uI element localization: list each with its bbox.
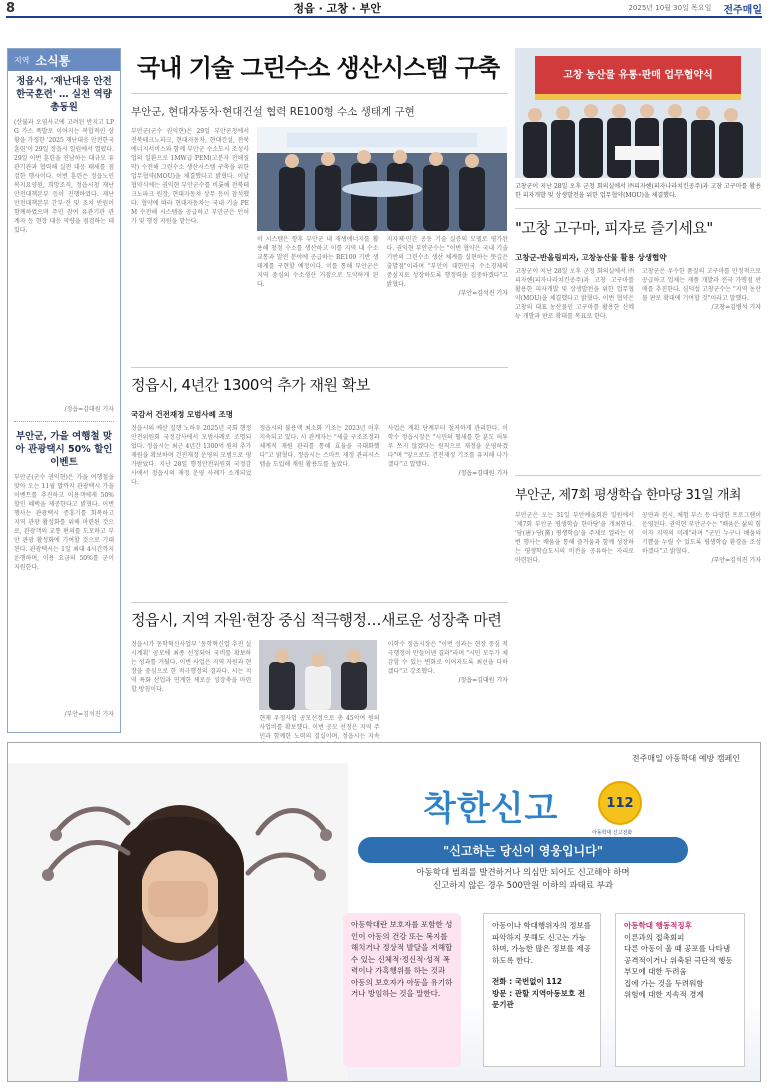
article-column: 정읍시가 동학혁신사업부 '동학혁신업 추진 실시계획' 공모에 최종 선정되어 국비를 확보하는 성과를 거뒀다. 이번 사업은 지역 자원과 현장을 중심으로 한 적극행정의 결과다. 시는 지역 특화 산업과 연계한 새로운 성장축을 마련할 방침이다. [131, 641, 252, 693]
photo-caption: 고창군이 지난 28일 오후 군청 회의실에서 ㈜피자헨(피자나라치킨공주)과 고창 고구마를 활용한 피자개발 및 상생발전을 위한 업무협약(MOU)을 체결했다. [515, 183, 761, 199]
sidebar-article-body: (산불과 오염사고에 고려된 반지고 LPG 가스 폭발로 이어지는 복합적인 상황을 가정한 '2025 재난대응 안전한국훈련'이 29일 정읍시 일원에서 열렸다. 29일 이번 훈련을 진남하는 대규모 유관기관과 협력해 실전 대응 태세를 점검한 행사이다. 이번 훈련은 정읍노인복지요양원, 희망조직, 정읍시청 재난안전대책본부 등이 진행하였다. 재난안전대책본부 간부·진 및 조치 반원이 함께하였으며 주민 참여 유관기관 관계자 등 현장 대응 역량을 점검하는 데 있다. [14, 119, 114, 234]
girl-illustration [8, 763, 348, 1082]
signs-panel [615, 913, 745, 1067]
sidebar-region-label: 지역 [14, 55, 30, 65]
sign-item: 위험에 대한 지속적 경계 [624, 990, 704, 999]
article-headline[interactable]: 부안군, 제7회 평생학습 한마당 31일 개최 [515, 475, 761, 511]
definition-panel [343, 913, 461, 1067]
byline: /정읍=김대원 기자 [458, 677, 508, 684]
campaign-title: 전주매일 아동학대 예방 캠페인 [631, 754, 740, 763]
article-column [642, 511, 761, 661]
hotline-number: 112 [606, 795, 634, 811]
article-column: 정읍시의 불용액 최소화 기조는 2023년 이후 지속되고 있다. 시 관계자는 "세출 구조조정과 체계적 재원 관리를 통해 효율을 극대화했다"고 밝혔다. 정읍시는 스마트 재정 관리시스템을 도입해 재원 활용도를 높였다. [259, 425, 380, 468]
sidebar-header [8, 49, 120, 71]
article-headline[interactable]: 정읍시, 4년간 1300억 추가 재원 확보 [131, 367, 508, 399]
article-column: 부안군은 오는 31일 부안예술회관 일원에서 '제7회 부안군 평생학습 한마당'을 개최한다. '당(唐)·당(黨) 평생학습'을 주제로 열리는 이번 행사는 배움을 통해 즐거움과 함께 성장하는 평생학습도시의 비전을 공유하는 자리로 마련된다. [515, 512, 634, 564]
lead-headline[interactable]: 국내 기술 그린수소 생산시스템 구축 [131, 40, 508, 94]
lead-subheadline: 부안군, 현대자동차·현대건설 협력 RE100형 수소 생태계 구현 [131, 106, 415, 118]
sign-item: 다른 아동이 울 때 공포를 나타냄 [624, 944, 731, 953]
report-phone: 전화 : 국번없이 112 [492, 977, 562, 986]
article-text: 지자체·민간 공동 기술 실증의 모델로 평가된다. 권익현 부안군수는 "이번 협약은 국내 기술 기반의 그린수소 생산 체계를 실현하는 뜻깊은 출발점"이라며 "부안이 대한민국 수소경제의 중심지로 성장하도록 행정력을 집중하겠다"고 밝혔다. [386, 236, 508, 288]
article-subhead: 국감서 건전재정 모범사례 조명 [131, 410, 234, 419]
byline: /정읍=김대원 기자 [458, 470, 508, 477]
article-text: 사업은 계획 단계부터 철저하게 관리한다. 이학수 정읍시장은 "시민의 혈세를 한 푼도 허투루 쓰지 않겠다는 원칙으로 재정을 운영하겠다"며 "앞으로도 건전재정 기조를 유지해 나가겠다"고 말했다. [387, 425, 508, 468]
sidebar-article-title[interactable]: 부안군, 가을 여행철 맞아 관광택시 50% 할인 이벤트 [15, 431, 113, 468]
article-column: 이 시스템은 향후 부안군 내 재생에너지를 활용해 청정 수소를 생산하고 이를 지역 내 수소교통과 발전 분야에 공급하는 RE100 기반 생태계를 구현할 예정이다. 이를 통해 부안군은 지역 중심의 수소생산 거점으로 도약하게 된다. [257, 236, 379, 288]
report-visit: 방문 : 관할 지역아동보호 전문기관 [492, 988, 586, 1009]
field-visit-photo [259, 640, 377, 710]
notice-line: 신고하지 않은 경우 500만원 이하의 과태료 부과 [432, 881, 614, 891]
article-column [387, 235, 509, 325]
article-column [642, 267, 761, 467]
article-headline[interactable]: 정읍시, 지역 자원·현장 중심 적극행정…새로운 성장축 마련 [131, 602, 508, 634]
campaign-notice [368, 867, 678, 893]
issue-date: 2025년 10월 30일 목요일 [628, 4, 712, 12]
byline: /부안=김석진 기자 [711, 557, 761, 564]
campaign-ad [7, 742, 761, 1082]
sidebar-article-byline: /부안=김석진 기자 [64, 711, 114, 718]
report-panel [483, 913, 601, 1067]
sign-item: 부모에 대한 두려움 [624, 967, 687, 976]
article-headline[interactable]: "고창 고구마, 피자로 즐기세요" [515, 208, 761, 246]
sign-item: 공격적이거나 위축된 극단적 행동 [624, 955, 733, 965]
page-number: 8 [6, 0, 16, 16]
byline: /부안=김석진 기자 [458, 290, 508, 297]
divider [14, 421, 114, 422]
right-column [515, 48, 761, 661]
campaign-slogan: "신고하는 당신이 영웅입니다" [358, 837, 688, 863]
article-column [388, 424, 508, 594]
byline: /고창=김병석 기자 [711, 304, 761, 311]
campaign-brand: 착한신고 [423, 789, 559, 829]
definition-text: 아동학대란 보호자를 포함한 성인이 아동의 건강 또는 복지를 해치거나 정상적 발달을 저해할 수 있는 신체적·정신적·성적 폭력이나 가혹행위를 하는 것과 아동의 보호자가 아동을 유기하거나 방임하는 것을 말한다. [351, 920, 453, 998]
signs-title: 아동학대 행동적징후 [624, 921, 692, 930]
mou-photo [257, 127, 507, 231]
article-column: 부안군(군수 권익현)은 29일 부안군청에서 전북테크노파크, 현대자동차, 현대건설, 전북에너지서비스와 함께 부안군 수소도시 조성사업의 일환으로 1MW급 PEM(고분자 전해질막) 수전해 그린수소 생산시스템 구축을 위한 업무협약(MOU)을 체결했다고 밝혔다. 이날 협약식에는 권익현 부안군수를 비롯해 전북테크노파크 원장, 현대자동차 상무 등이 참석했다. 협약에 따라 현대자동차는 국내 기술 PEM 수전해 시스템을 공급하고 부안군은 인허가 및 행정 지원을 맡는다. [131, 128, 249, 225]
masthead: 전주매일 [723, 4, 762, 16]
main-column [131, 40, 508, 780]
sidebar-article-title[interactable]: 정읍시, '재난대응 안전한국훈련' … 실전 역량 총동원 [16, 76, 112, 113]
article-column: 고창군이 지난 28일 오후 군청 회의실에서 ㈜피자헨(피자나라치킨공주)과 고창 고구마를 활용한 피자개발 및 상생발전을 위한 업무협약(MOU)을 체결했다고 밝혔다. 이번 협약은 고창의 대표 농산물인 고구마를 활용한 신메뉴 개발과 판로 확대를 목표로 한다. [515, 268, 634, 320]
photo-banner-text: 고창 농산물 유통·판매 업무협약식 [563, 70, 713, 81]
article-column: 정읍시의 예산 집행 노하우 2025년 국회 행정안전위원회 국정감사에서 모범사례로 조명되었다. 정읍시는 최근 4년간 1300억 원의 추가 재원을 확보하며 건전재정 운영의 모범으로 평가받았다. 지난 28일 행정안전위원회 국정감사에서 정읍시의 재정 운영 사례가 소개되었다. [131, 425, 252, 486]
article-text: 이학수 정읍시장은 "이번 성과는 현장 중심 적극행정이 만들어낸 결과"라며 "시민 모두가 체감할 수 있는 변화로 이어지도록 최선을 다하겠다"고 강조했다. [387, 641, 508, 675]
sidebar-article-body: 부안군(군수 권익현)은 가을 여행철을 맞아 오는 11월 말까지 관광택시 가을이벤트를 추진하고 이용객에게 50% 할인 혜택을 제공한다고 밝혔다. 이번 행사는 관광택시 증흥기를 회복하고 지역 관광 활성화를 위해 마련된 것으로, 관광객의 교통 편의를 도모하고 부안 관광 활성화에 기여할 것으로 기대된다. 관광택시는 1일 최대 4시간까지 운행하며, 이용 요금의 50%를 군이 지원한다. [14, 474, 114, 571]
hotline-badge-label: 아동학대 신고전화 [592, 830, 633, 836]
sidebar-news [7, 48, 121, 733]
gochang-mou-photo [515, 48, 761, 178]
sign-item: 이른과의 접촉회피 [624, 932, 685, 942]
page-header [6, 0, 762, 18]
article-text: 고창군은 우수한 품질의 고구마를 안정적으로 공급하고 업체는 제품 개발과 전국 가맹점 판매를 추진한다. 심덕섭 고창군수는 "지역 농산물 판로 확대에 기여할 것"이라고 말했다. [642, 268, 761, 302]
sign-item: 집에 가는 것을 두려워함 [624, 978, 704, 988]
article-text: 공연과 전시, 체험 부스 등 다양한 프로그램이 운영된다. 권익현 부안군수는 "배움은 삶의 힘이자 지역의 미래"라며 "군민 누구나 배움의 기쁨을 누릴 수 있도록 평생학습 환경을 조성하겠다"고 밝혔다. [642, 512, 761, 555]
hotline-badge [598, 781, 642, 825]
section-title: 정읍 · 고창 · 부안 [293, 2, 381, 15]
notice-line: 아동학대 범죄를 발견하거나 의심만 되어도 신고해야 하며 [416, 868, 630, 878]
article-column: 현재 우정사업 공모선정으로 총 45억여 원의 사업비를 확보했다. 이번 공모 선정은 지역 주민과 함께한 노력의 결실이며, 정읍시는 지속 [259, 715, 380, 740]
sidebar-heading: 소식통 [35, 53, 71, 68]
report-text: 아동이나 학대행위자의 정보를 파악하지 못해도 신고는 가능하며, 가능한 많은 정보를 제공하도록 한다. [492, 921, 591, 965]
article-subhead: 고창군-반올림피자, 고창농산물 활용 상생협약 [515, 253, 667, 262]
sidebar-article-byline: /정읍=김대원 기자 [64, 406, 114, 413]
